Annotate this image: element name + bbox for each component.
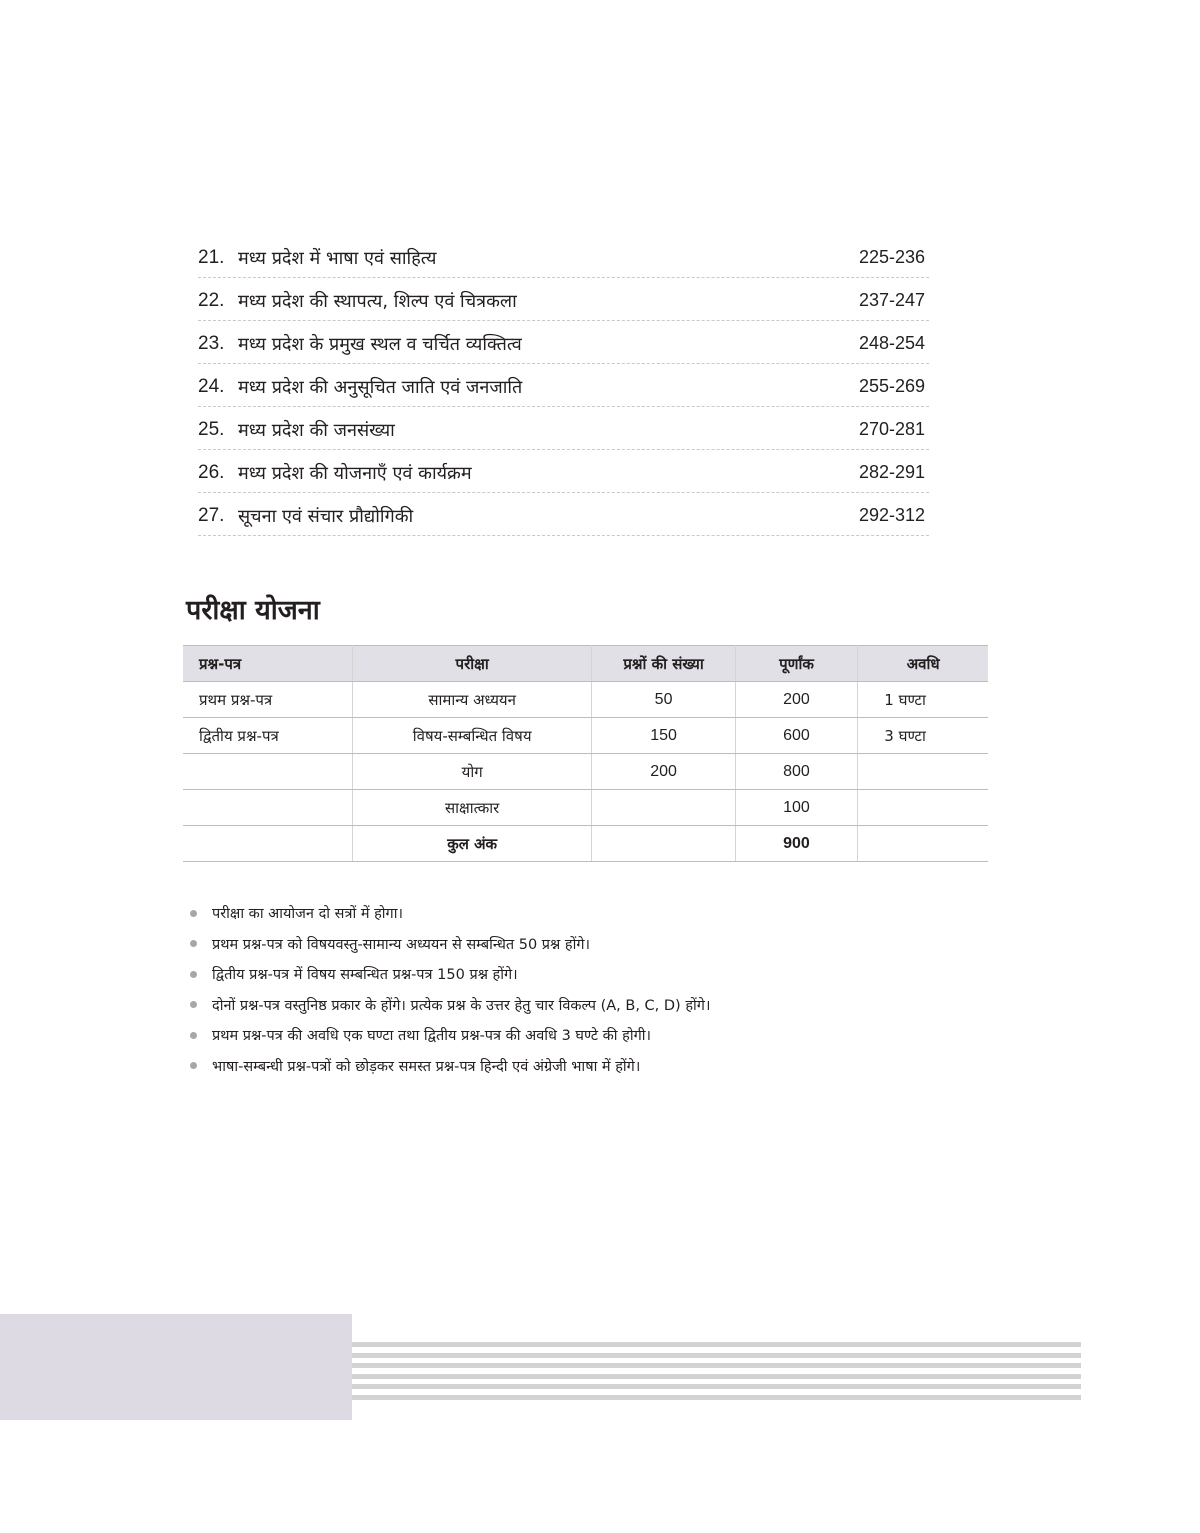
- toc-item-pages: 255-269: [858, 376, 925, 396]
- exam-notes-list: [190, 898, 890, 1081]
- footer-line: [352, 1395, 1081, 1400]
- cell-exam: योग: [352, 754, 592, 790]
- section-title-exam-scheme: परीक्षा योजना: [186, 595, 320, 626]
- cell-max-marks: 900: [735, 826, 858, 862]
- cell-max-marks: 200: [735, 682, 858, 718]
- cell-max-marks: 600: [735, 718, 858, 754]
- note-text: दोनों प्रश्न-पत्र वस्तुनिष्ठ प्रकार के होंगे। प्रत्येक प्रश्न के उत्तर हेतु चार विकल्प (A, B, C, D) होंगे।: [212, 997, 711, 1014]
- table-row: [183, 718, 988, 754]
- footer-line: [352, 1374, 1081, 1379]
- table-row-grand-total: [183, 826, 988, 862]
- cell-question-count: 200: [592, 754, 735, 790]
- cell-exam: साक्षात्कार: [352, 790, 592, 826]
- note-text: भाषा-सम्बन्धी प्रश्न-पत्रों को छोड़कर समस्त प्रश्न-पत्र हिन्दी एवं अंग्रेजी भाषा में होंगे।: [212, 1058, 641, 1075]
- cell-paper: [183, 790, 352, 826]
- header-duration: अवधि: [858, 646, 988, 682]
- header-paper: प्रश्न-पत्र: [183, 646, 352, 682]
- toc-item-title: मध्य प्रदेश की स्थापत्य, शिल्प एवं चित्रकला: [238, 290, 517, 312]
- cell-question-count: 150: [592, 718, 735, 754]
- toc-item-title: मध्य प्रदेश की योजनाएँ एवं कार्यक्रम: [238, 462, 472, 484]
- toc-item-title: मध्य प्रदेश के प्रमुख स्थल व चर्चित व्यक्तित्व: [238, 333, 522, 355]
- cell-paper: प्रथम प्रश्न-पत्र: [183, 682, 352, 718]
- toc-item-number: 26.: [198, 461, 225, 483]
- note-text: द्वितीय प्रश्न-पत्र में विषय सम्बन्धित प्रश्न-पत्र 150 प्रश्न होंगे।: [212, 967, 518, 984]
- exam-scheme-table: [183, 645, 988, 862]
- toc-item: [198, 494, 929, 536]
- cell-exam: कुल अंक: [352, 826, 592, 862]
- cell-duration: [858, 790, 988, 826]
- cell-max-marks: 800: [735, 754, 858, 790]
- cell-duration: [858, 826, 988, 862]
- bullet-icon: [190, 1001, 197, 1008]
- table-row: [183, 682, 988, 718]
- bullet-icon: [190, 1062, 197, 1069]
- bullet-icon: [190, 910, 197, 917]
- table-row-total: [183, 754, 988, 790]
- list-item: [190, 1051, 890, 1082]
- note-text: परीक्षा का आयोजन दो सत्रों में होगा।: [212, 906, 403, 923]
- list-item: [190, 1020, 890, 1051]
- cell-max-marks: 100: [735, 790, 858, 826]
- cell-question-count: 50: [592, 682, 735, 718]
- footer-decorative-lines: [352, 1342, 1081, 1406]
- cell-question-count: [592, 790, 735, 826]
- table-row-interview: [183, 790, 988, 826]
- header-max-marks: पूर्णांक: [735, 646, 858, 682]
- cell-exam: विषय-सम्बन्धित विषय: [352, 718, 592, 754]
- bullet-icon: [190, 940, 197, 947]
- table-of-contents: [198, 236, 929, 537]
- footer-line: [352, 1384, 1081, 1389]
- toc-item: [198, 322, 929, 364]
- toc-item-pages: 248-254: [858, 333, 925, 353]
- note-text: प्रथम प्रश्न-पत्र की अवधि एक घण्टा तथा द्वितीय प्रश्न-पत्र की अवधि 3 घण्टे की होगी।: [212, 1028, 651, 1045]
- list-item: [190, 929, 890, 960]
- toc-item: [198, 279, 929, 321]
- cell-paper: द्वितीय प्रश्न-पत्र: [183, 718, 352, 754]
- cell-paper: [183, 754, 352, 790]
- toc-item: [198, 451, 929, 493]
- bullet-icon: [190, 971, 197, 978]
- toc-item-number: 24.: [198, 375, 225, 397]
- toc-item-title: मध्य प्रदेश में भाषा एवं साहित्य: [238, 247, 437, 269]
- toc-item-title: सूचना एवं संचार प्रौद्योगिकी: [238, 505, 414, 527]
- footer-line: [352, 1353, 1081, 1358]
- toc-item: [198, 236, 929, 278]
- bullet-icon: [190, 1032, 197, 1039]
- cell-duration: [858, 754, 988, 790]
- header-question-count: प्रश्नों की संख्या: [592, 646, 735, 682]
- list-item: [190, 990, 890, 1021]
- note-text: प्रथम प्रश्न-पत्र को विषयवस्तु-सामान्य अध्ययन से सम्बन्धित 50 प्रश्न होंगे।: [212, 936, 591, 953]
- footer-decorative-block: [0, 1314, 352, 1420]
- toc-item-pages: 237-247: [858, 290, 925, 310]
- toc-item-pages: 270-281: [858, 419, 925, 439]
- footer-line: [352, 1342, 1081, 1347]
- table-header-row: [183, 646, 988, 682]
- cell-duration: 1 घण्टा: [858, 682, 988, 718]
- toc-item-number: 21.: [198, 246, 225, 268]
- footer-line: [352, 1363, 1081, 1368]
- toc-item-title: मध्य प्रदेश की जनसंख्या: [238, 419, 395, 441]
- toc-item-title: मध्य प्रदेश की अनुसूचित जाति एवं जनजाति: [238, 376, 523, 398]
- toc-item-number: 27.: [198, 504, 225, 526]
- toc-item-pages: 282-291: [858, 462, 925, 482]
- toc-item-pages: 225-236: [858, 247, 925, 267]
- header-exam: परीक्षा: [352, 646, 592, 682]
- list-item: [190, 898, 890, 929]
- cell-duration: 3 घण्टा: [858, 718, 988, 754]
- cell-question-count: [592, 826, 735, 862]
- toc-item: [198, 365, 929, 407]
- toc-item-number: 22.: [198, 289, 225, 311]
- list-item: [190, 959, 890, 990]
- toc-item-number: 25.: [198, 418, 225, 440]
- toc-item-pages: 292-312: [858, 505, 925, 525]
- cell-exam: सामान्य अध्ययन: [352, 682, 592, 718]
- cell-paper: [183, 826, 352, 862]
- toc-item-number: 23.: [198, 332, 225, 354]
- toc-item: [198, 408, 929, 450]
